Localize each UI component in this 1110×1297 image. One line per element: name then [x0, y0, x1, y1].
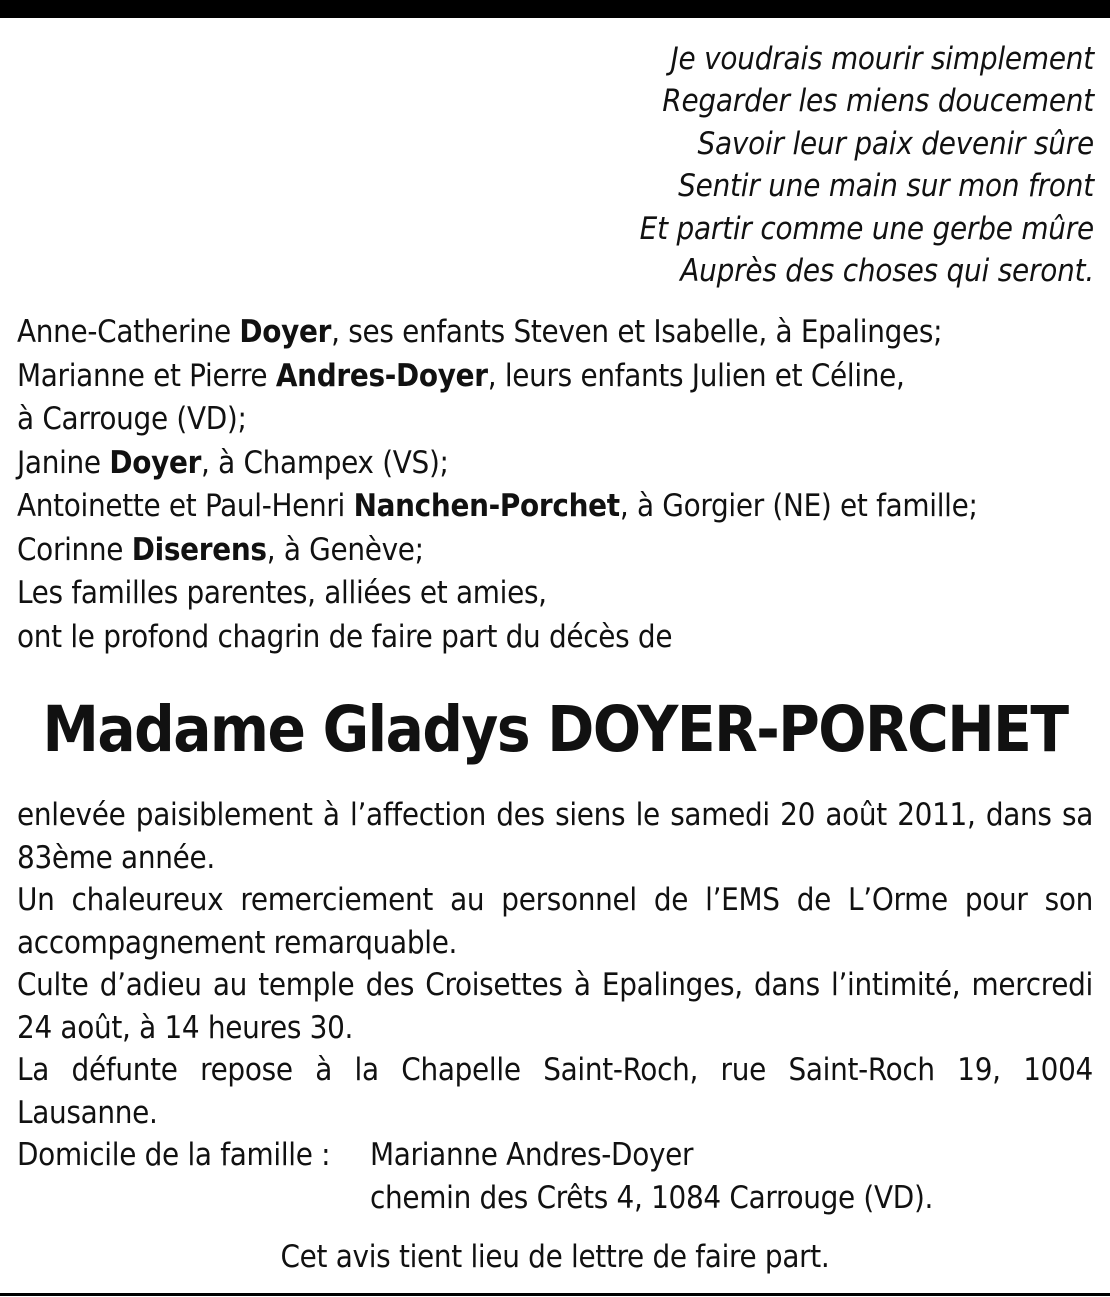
family-member-text: Marianne et Pierre [17, 357, 276, 394]
family-member-text: , ses enfants Steven et Isabelle, à Epalinges; [331, 314, 943, 350]
family-line: ont le profond chagrin de faire part du décès de [17, 618, 673, 655]
family-line [17, 311, 978, 355]
domicile-name: Marianne Andres-Doyer [370, 1137, 694, 1173]
top-border-rule [0, 0, 1110, 18]
poem-line: Savoir leur paix devenir sûre [697, 125, 1094, 162]
family-member-text: , à Genève; [266, 531, 424, 568]
family-surname: Doyer [239, 314, 332, 350]
poem-epigraph [640, 38, 1094, 292]
deceased-name-heading: Madame Gladys DOYER-PORCHET [42, 693, 1068, 766]
family-member-text: Janine [17, 444, 110, 481]
family-member-text: , leurs enfants Julien et Céline, [487, 357, 905, 394]
family-member-text: Anne-Catherine [17, 314, 240, 350]
domicile-address: chemin des Crêts 4, 1084 Carrouge (VD). [370, 1179, 934, 1216]
rest-location-paragraph: La défunte repose à la Chapelle Saint-Roch, rue Saint-Roch 19, 1004 Lausanne. [17, 1052, 1093, 1131]
bottom-border-rule [0, 1293, 1110, 1296]
family-list [17, 311, 978, 659]
notice-details [17, 794, 1093, 1219]
poem-line: Je voudrais mourir simplement [670, 41, 1094, 77]
family-surname: Andres-Doyer [275, 357, 488, 394]
family-surname: Doyer [109, 444, 202, 481]
family-member-text: Corinne [17, 531, 132, 568]
family-domicile-address-row [17, 1177, 1093, 1220]
family-member-text: , à Gorgier (NE) et famille; [619, 488, 978, 524]
family-line [17, 529, 978, 573]
poem-line: Sentir une main sur mon front [678, 168, 1094, 205]
family-member-text: Antoinette et Paul-Henri [17, 488, 354, 524]
family-surname: Nanchen-Porchet [353, 488, 620, 524]
family-line [17, 442, 978, 486]
death-notice-paragraph: enlevée paisiblement à l’affection des siens le samedi 20 août 2011, dans sa 83ème année. [17, 797, 1093, 876]
family-line [17, 355, 978, 399]
poem-line: Et partir comme une gerbe mûre [639, 210, 1094, 247]
poem-line: Regarder les miens doucement [662, 83, 1094, 120]
domicile-label: Domicile de la famille : [17, 1137, 331, 1173]
footer-note: Cet avis tient lieu de lettre de faire part. [280, 1239, 830, 1275]
family-member-text: , à Champex (VS); [201, 444, 449, 481]
family-line [17, 485, 978, 529]
family-line: à Carrouge (VD); [17, 401, 247, 437]
family-line: Les familles parentes, alliées et amies, [17, 575, 547, 611]
thanks-paragraph: Un chaleureux remerciement au personnel de l’EMS de L’Orme pour son accompagnement remarquable. [17, 882, 1093, 961]
poem-line: Auprès des choses qui seront. [680, 253, 1094, 290]
domicile-indent [17, 1177, 370, 1220]
service-paragraph: Culte d’adieu au temple des Croisettes à Epalinges, dans l’intimité, mercredi 24 août, à 14 heures 30. [17, 967, 1093, 1046]
family-surname: Diserens [131, 531, 267, 568]
family-domicile [17, 1134, 1093, 1177]
